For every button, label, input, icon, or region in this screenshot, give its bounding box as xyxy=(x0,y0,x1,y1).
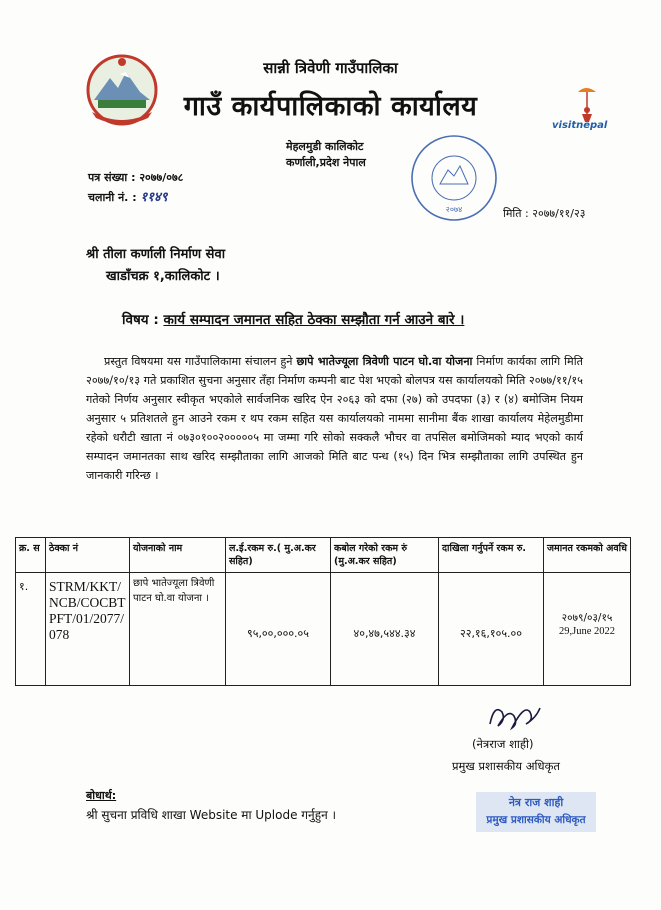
signatory-title: प्रमुख प्रशासकीय अधिकृत xyxy=(452,759,560,773)
date-label: मिति : xyxy=(503,207,529,220)
cc-line: श्री सुचना प्रविधि शाखा Website मा Uplode गर्नुहुन । xyxy=(86,808,337,822)
validity-block xyxy=(547,576,627,639)
cell-sn xyxy=(16,573,46,686)
visit-nepal-logo xyxy=(552,86,622,138)
body-part-1: प्रस्तुत विषयमा यस गाउँपालिकामा संचालन हुने xyxy=(104,355,297,368)
deposit-value: २२,१६,१०५.०० xyxy=(460,627,522,640)
subject-label: विषय : xyxy=(122,312,159,328)
col-project: योजनाको नाम xyxy=(130,538,226,573)
validity-en: 29,June 2022 xyxy=(559,626,615,637)
recipient-address: खाडाँचक्र १,कालिकोट । xyxy=(106,269,220,284)
letter-date xyxy=(503,206,585,221)
ref-value: २०७७/०७८ xyxy=(139,171,184,184)
name-stamp xyxy=(476,792,596,832)
organization-name: सान्नी त्रिवेणी गाउँपालिका xyxy=(263,59,398,77)
col-contract-no: ठेक्का नं xyxy=(46,538,130,573)
letter-body xyxy=(86,352,583,485)
contract-table xyxy=(15,537,631,686)
dispatch-value: ११४९ xyxy=(140,190,168,205)
stamp-name: नेत्र राज शाही xyxy=(508,796,564,809)
col-validity: जमानत रकमको अवधि xyxy=(544,538,631,573)
ref-label: पत्र संख्या : xyxy=(88,171,136,184)
cell-bid xyxy=(331,573,439,686)
col-deposit: दाखिला गर्नुपर्ने रकम रु. xyxy=(439,538,544,573)
col-sn: क्र. स xyxy=(16,538,46,573)
sn-value: १. xyxy=(19,580,29,593)
validity-np: २०७९/०३/१५ xyxy=(561,612,613,624)
office-name: गाउँ कार्यपालिकाको कार्यालय xyxy=(183,91,478,122)
signatory-name: (नेत्रराज शाही) xyxy=(472,737,534,751)
subject-text: कार्य सम्पादन जमानत सहित ठेक्का सम्झौता गर्न आउने बारे । xyxy=(163,312,465,328)
cell-contract-no xyxy=(46,573,130,686)
project-value: छापे भातेज्यूला त्रिवेणी पाटन घो.वा योजना । xyxy=(133,578,215,604)
reference-number xyxy=(88,170,183,185)
dispatch-number xyxy=(88,187,167,205)
table-row xyxy=(16,573,631,686)
official-round-stamp xyxy=(408,132,500,224)
cell-deposit xyxy=(439,573,544,686)
cell-validity xyxy=(544,573,631,686)
recipient-name: श्री तीला कर्णाली निर्माण सेवा xyxy=(86,247,226,262)
cell-estimate xyxy=(226,573,331,686)
address-line-1: मेहलमुडी कालिकोट xyxy=(286,140,364,153)
handwritten-signature xyxy=(484,698,544,734)
subject-line xyxy=(122,310,464,328)
col-bid: कबोल गरेको रकम रुं (मु.अ.कर सहित) xyxy=(331,538,439,573)
body-part-2: निर्माण कार्यका लागि मिति २०७७/१०/१३ गते प्रकाशित सुचना अनुसार तँहा निर्माण कम्पनी बाट पेश भएको बोलपत्र यस कार्यालयको मिति २०७७/११/१५ गतेको निर्णय अनुसार स्वीकृत भएकोले सार्वजनिक खरिद ऐन २०६३ को दफा (२७) को उपदफा (३) र (४) बमोजिम नियम अनुसार ५ प्रतिशतले हुन आउने रकम र थप रकम सहित यस कार्यालयको नाममा सानीमा बैंक शाखा कार्यालय मेहेलमुडीमा रहेको धरौटी खाता नं ०७३०१००२०००००५ मा जम्मा गरि सोको सक्कलै भौचर वा तपसिल बमोजिमको म्याद भएको कार्य सम्पादन जमानतका साथ खरिद सम्झौताका लागि आजको मिति बाट पन्ध (१५) दिन भित्र सम्झौताका लागि उपस्थित हुन जानकारी गरिन्छ । xyxy=(86,355,583,482)
table-header-row xyxy=(16,538,631,573)
col-estimate: ल.ई.रकम रु.( मु.अ.कर सहित) xyxy=(226,538,331,573)
bid-value: ४०,४७,५४४.३४ xyxy=(353,627,416,640)
address-line-2: कर्णाली,प्रदेश नेपाल xyxy=(286,156,366,169)
date-value: २०७७/११/२३ xyxy=(532,207,586,220)
cc-label: बोधार्थ: xyxy=(86,789,117,802)
contract-no-value: STRM/KKT/NCB/COCBTPFT/01/2077/078 xyxy=(49,579,126,642)
stamp-year: २०७४ xyxy=(445,205,463,214)
stamp-title: प्रमुख प्रशासकीय अधिकृत xyxy=(486,814,586,826)
cell-project xyxy=(130,573,226,686)
body-project-name: छापे भातेज्यूला त्रिवेणी पाटन घो.वा योजना xyxy=(296,355,473,368)
estimate-value: ९५,००,०००.०५ xyxy=(247,627,309,640)
visit-nepal-text: visitnepal xyxy=(552,120,608,131)
dispatch-label: चलानी नं. : xyxy=(88,191,137,204)
